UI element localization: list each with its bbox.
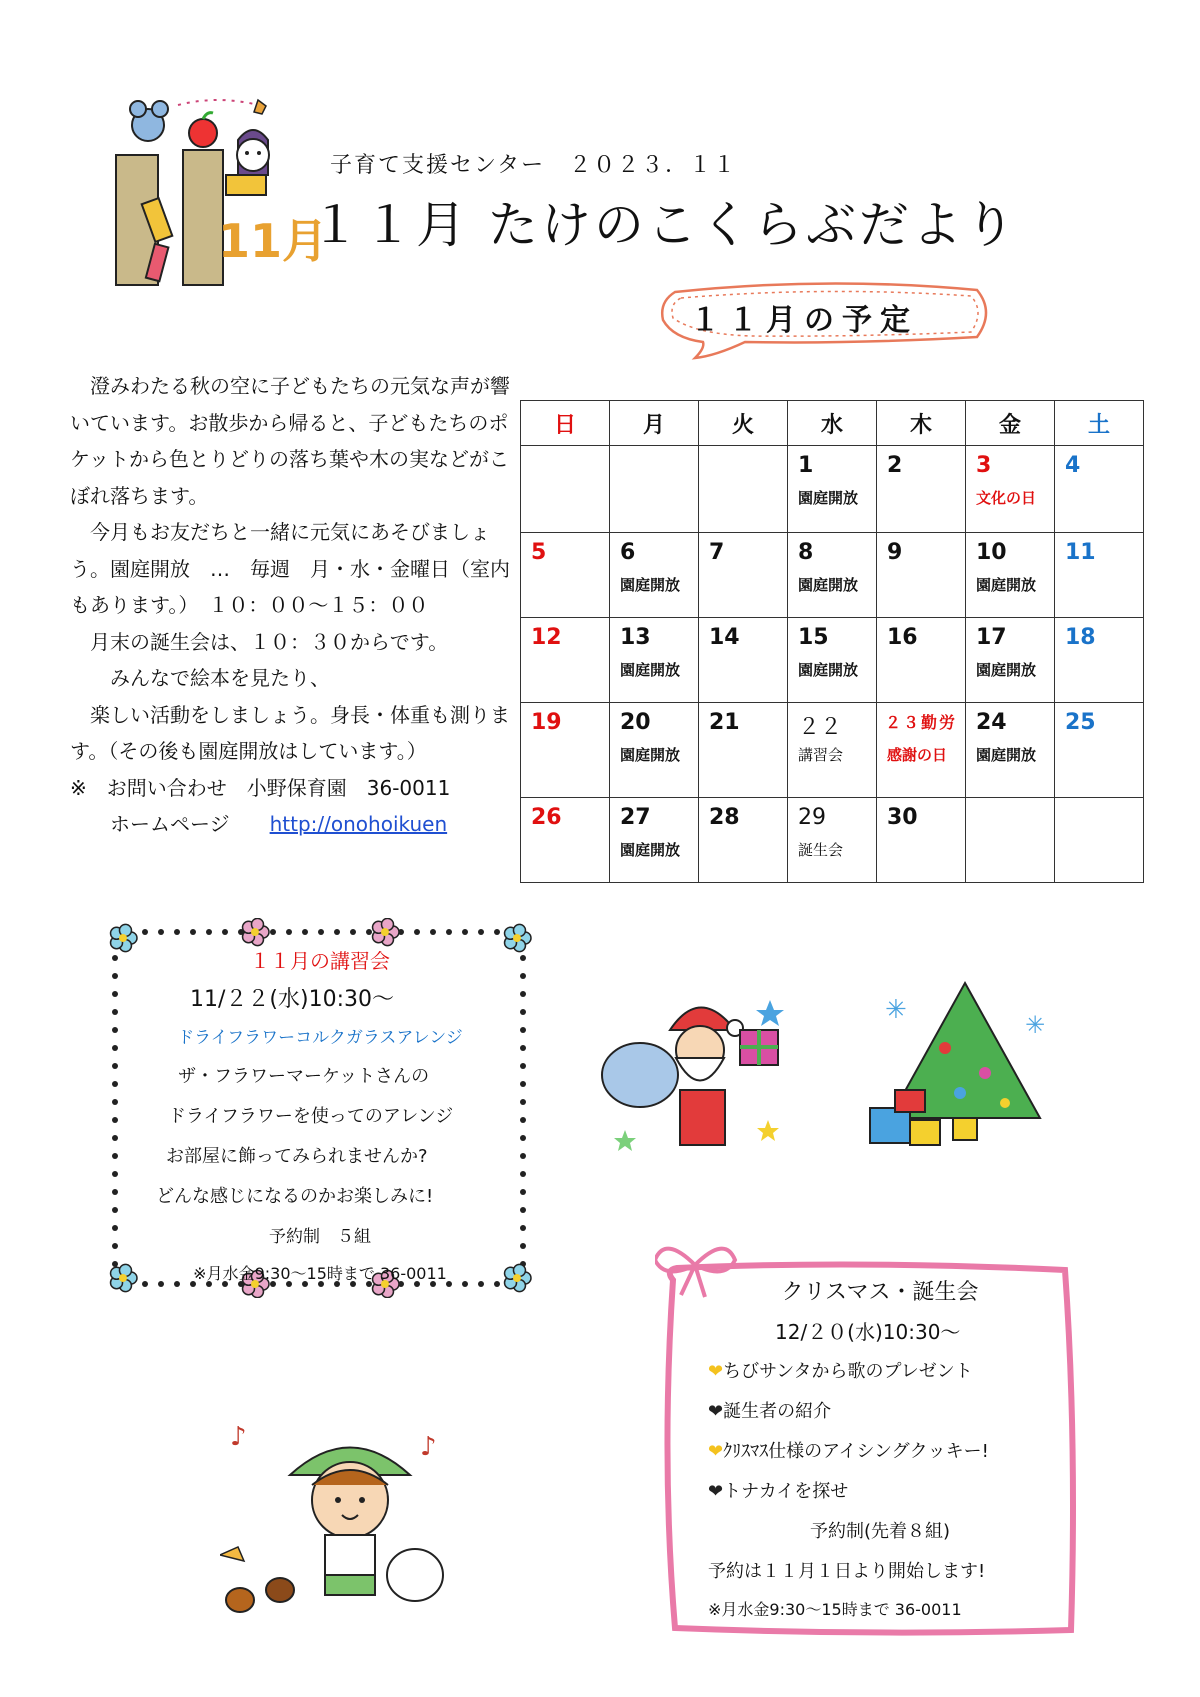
christmas-reservation: 予約制(先着８組) [809, 1521, 951, 1542]
calendar-day-cell [610, 798, 699, 883]
calendar-day-number: 5 [531, 540, 547, 565]
calendar-day-number: ２３勤労 [885, 713, 958, 732]
calendar-day-number: 29 [798, 805, 826, 830]
calendar-event-label: 園庭開放 [976, 661, 1037, 679]
calendar-day-number: 21 [709, 710, 740, 735]
weekday-sun: 日 [521, 401, 610, 446]
calendar-week-row [521, 446, 1144, 533]
calendar-day-cell [1055, 703, 1144, 798]
christmas-list-item [700, 1437, 1060, 1463]
calendar-day-cell [521, 533, 610, 618]
calendar-day-number: 26 [531, 805, 562, 830]
svg-text:♪: ♪ [420, 1432, 437, 1462]
weekday-fri: 金 [966, 401, 1055, 446]
calendar-day-cell [610, 533, 699, 618]
newsletter-title: １１月 たけのこくらぶだより [310, 196, 1018, 254]
calendar-event-label: 園庭開放 [798, 661, 859, 679]
workshop-date: 11/２２(水)10:30～ [190, 987, 394, 1012]
calendar-day-number: 19 [531, 710, 562, 735]
christmas-list-item [700, 1357, 1060, 1383]
calendar-day-cell [610, 446, 699, 533]
calendar-day-cell [699, 446, 788, 533]
calendar-day-cell [966, 703, 1055, 798]
workshop-box [150, 945, 490, 1284]
weekday-sat: 土 [1055, 401, 1144, 446]
workshop-line: どんな感じになるのかお楽しみに! [156, 1186, 434, 1207]
calendar-day-cell [966, 798, 1055, 883]
calendar-day-number: 14 [709, 625, 740, 650]
workshop-subtitle: ドライフラワーコルクガラスアレンジ [177, 1028, 463, 1048]
calendar-event-label: 園庭開放 [976, 576, 1037, 594]
calendar-day-number: 30 [887, 805, 918, 830]
calendar-event-label: 園庭開放 [620, 661, 681, 679]
intro-paragraph-1: 澄みわたる秋の空に子どもたちの元気な声が響いています。お散歩から帰ると、子どもたちのポケットから色とりどりの落ち葉や木の実などがこぼれ落ちます。 [70, 374, 510, 508]
calendar-day-cell [1055, 798, 1144, 883]
black-heart-icon: ❤ [708, 1481, 724, 1502]
calendar-week-row [521, 798, 1144, 883]
calendar-day-cell [1055, 618, 1144, 703]
weekday-mon: 月 [610, 401, 699, 446]
acorn-boy-illustration [220, 1415, 460, 1615]
svg-text:♪: ♪ [230, 1422, 247, 1452]
calendar-day-cell [521, 798, 610, 883]
calendar-day-number: 24 [976, 710, 1007, 735]
calendar-day-cell [877, 533, 966, 618]
calendar-event-label: 園庭開放 [620, 746, 681, 764]
calendar-day-number [610, 446, 698, 483]
weekday-thu: 木 [877, 401, 966, 446]
logo-month-text: 11月 [218, 214, 329, 268]
santa-illustration [600, 980, 800, 1160]
intro-paragraph-3: 月末の誕生会は、１０：３０からです。 [70, 629, 449, 654]
christmas-list-item-text: 誕生者の紹介 [723, 1401, 832, 1422]
christmas-start: 予約は１１月１日より開始します! [708, 1561, 986, 1582]
christmas-list-item-text: ちびサンタから歌のプレゼント [723, 1361, 973, 1382]
intro-contact: ※ お問い合わせ 小野保育園 36-0011 [70, 775, 451, 800]
calendar-day-number: 13 [620, 625, 651, 650]
christmas-list-item [700, 1477, 1060, 1503]
calendar-event-label: 誕生会 [798, 841, 844, 859]
calendar-event-label: 園庭開放 [620, 576, 681, 594]
calendar-day-cell [877, 703, 966, 798]
calendar-day-number [699, 446, 787, 483]
calendar-day-number: ２２ [798, 715, 843, 740]
calendar-day-cell [610, 703, 699, 798]
calendar-day-number [1055, 798, 1143, 835]
calendar-day-number: 3 [976, 453, 992, 478]
calendar-day-number [966, 798, 1054, 835]
calendar-day-number: 1 [798, 453, 814, 478]
calendar-day-cell [1055, 533, 1144, 618]
yellow-heart-icon: ❤ [708, 1441, 724, 1462]
calendar-day-cell [699, 618, 788, 703]
intro-paragraph-4: みんなで絵本を見たり、 [70, 666, 330, 690]
christmas-list-item-text: ｸﾘｽﾏｽ仕様のアイシングクッキー! [723, 1441, 989, 1462]
calendar-week-row [521, 618, 1144, 703]
calendar-day-cell [521, 446, 610, 533]
calendar-day-number: 6 [620, 540, 636, 565]
calendar-day-cell [966, 618, 1055, 703]
calendar-day-number: 10 [976, 540, 1007, 565]
calendar-day-cell [788, 618, 877, 703]
calendar-day-cell [788, 703, 877, 798]
workshop-line: お部屋に飾ってみられませんか? [166, 1146, 428, 1167]
calendar-day-cell [699, 533, 788, 618]
yellow-heart-icon: ❤ [708, 1361, 724, 1382]
homepage-link[interactable]: http://onohoikuen [269, 812, 448, 836]
weekday-tue: 火 [699, 401, 788, 446]
workshop-line: ※月水金9:30～15時まで 36-0011 [193, 1264, 447, 1283]
intro-homepage [70, 806, 520, 843]
calendar-day-number: 28 [709, 805, 740, 830]
christmas-date: 12/２０(水)10:30～ [775, 1320, 961, 1344]
calendar-event-label: 感謝の日 [887, 746, 948, 764]
christmas-contact: ※月水金9:30～15時まで 36-0011 [708, 1600, 962, 1619]
calendar-day-number: 20 [620, 710, 651, 735]
calendar-day-number: 12 [531, 625, 562, 650]
schedule-banner-text: １１月の予定 [690, 303, 918, 338]
calendar-day-cell [610, 618, 699, 703]
calendar-day-number: 4 [1065, 453, 1081, 478]
workshop-line: 予約制 ５組 [269, 1227, 371, 1247]
calendar-event-label: 園庭開放 [620, 841, 681, 859]
calendar-day-cell [1055, 446, 1144, 533]
workshop-line: ドライフラワーを使ってのアレンジ [168, 1106, 454, 1127]
calendar-day-cell [521, 618, 610, 703]
christmas-tree-illustration [865, 978, 1055, 1168]
intro-text [70, 368, 520, 843]
intro-paragraph-2: 今月もお友だちと一緒に元気にあそびましょう。園庭開放 … 毎週 月・水・金曜日（室内もあります。） １０：００～１５：００ [70, 520, 510, 617]
calendar-day-number: 17 [976, 625, 1007, 650]
calendar-day-number: 7 [709, 540, 725, 565]
calendar-day-number: 25 [1065, 710, 1096, 735]
weekday-wed: 水 [788, 401, 877, 446]
black-heart-icon: ❤ [708, 1401, 724, 1422]
calendar-week-row [521, 533, 1144, 618]
christmas-list-item [700, 1397, 1060, 1423]
newsletter-subtitle: 子育て支援センター ２０２３．１１ [330, 153, 738, 178]
christmas-list-item-text: トナカイを探せ [723, 1481, 849, 1502]
calendar-day-cell [877, 798, 966, 883]
christmas-title: クリスマス・誕生会 [781, 1280, 979, 1305]
svg-text:✳: ✳ [1025, 1011, 1046, 1039]
christmas-box [700, 1275, 1060, 1620]
calendar-event-label: 講習会 [798, 746, 844, 764]
calendar-day-number: 15 [798, 625, 829, 650]
calendar-event-label: 園庭開放 [798, 576, 859, 594]
svg-text:✳: ✳ [885, 995, 907, 1025]
calendar-day-number: 9 [887, 540, 903, 565]
homepage-label: ホームページ [70, 812, 270, 836]
calendar-day-cell [877, 446, 966, 533]
calendar-day-cell [699, 798, 788, 883]
calendar-day-number: 8 [798, 540, 814, 565]
workshop-line: ザ・フラワーマーケットさんの [178, 1066, 430, 1087]
calendar-event-label: 文化の日 [976, 489, 1037, 507]
calendar-day-number: 16 [887, 625, 918, 650]
calendar-day-number: 11 [1065, 540, 1096, 565]
calendar-day-cell [788, 446, 877, 533]
calendar-day-cell [699, 703, 788, 798]
calendar-header-row [521, 401, 1144, 446]
calendar-day-number: 18 [1065, 625, 1096, 650]
calendar-event-label: 園庭開放 [976, 746, 1037, 764]
workshop-title: １１月の講習会 [250, 949, 390, 973]
intro-paragraph-5: 楽しい活動をしましょう。身長・体重も測ります。（その後も園庭開放はしています。） [70, 702, 510, 763]
calendar-event-label: 園庭開放 [798, 489, 859, 507]
november-calendar [520, 400, 1144, 883]
calendar-day-cell [788, 798, 877, 883]
calendar-day-cell [966, 533, 1055, 618]
calendar-day-number: 2 [887, 453, 903, 478]
calendar-day-number: 27 [620, 805, 651, 830]
calendar-day-cell [521, 703, 610, 798]
calendar-day-cell [966, 446, 1055, 533]
calendar-day-number [521, 446, 609, 483]
calendar-week-row [521, 703, 1144, 798]
calendar-day-cell [877, 618, 966, 703]
calendar-day-cell [788, 533, 877, 618]
